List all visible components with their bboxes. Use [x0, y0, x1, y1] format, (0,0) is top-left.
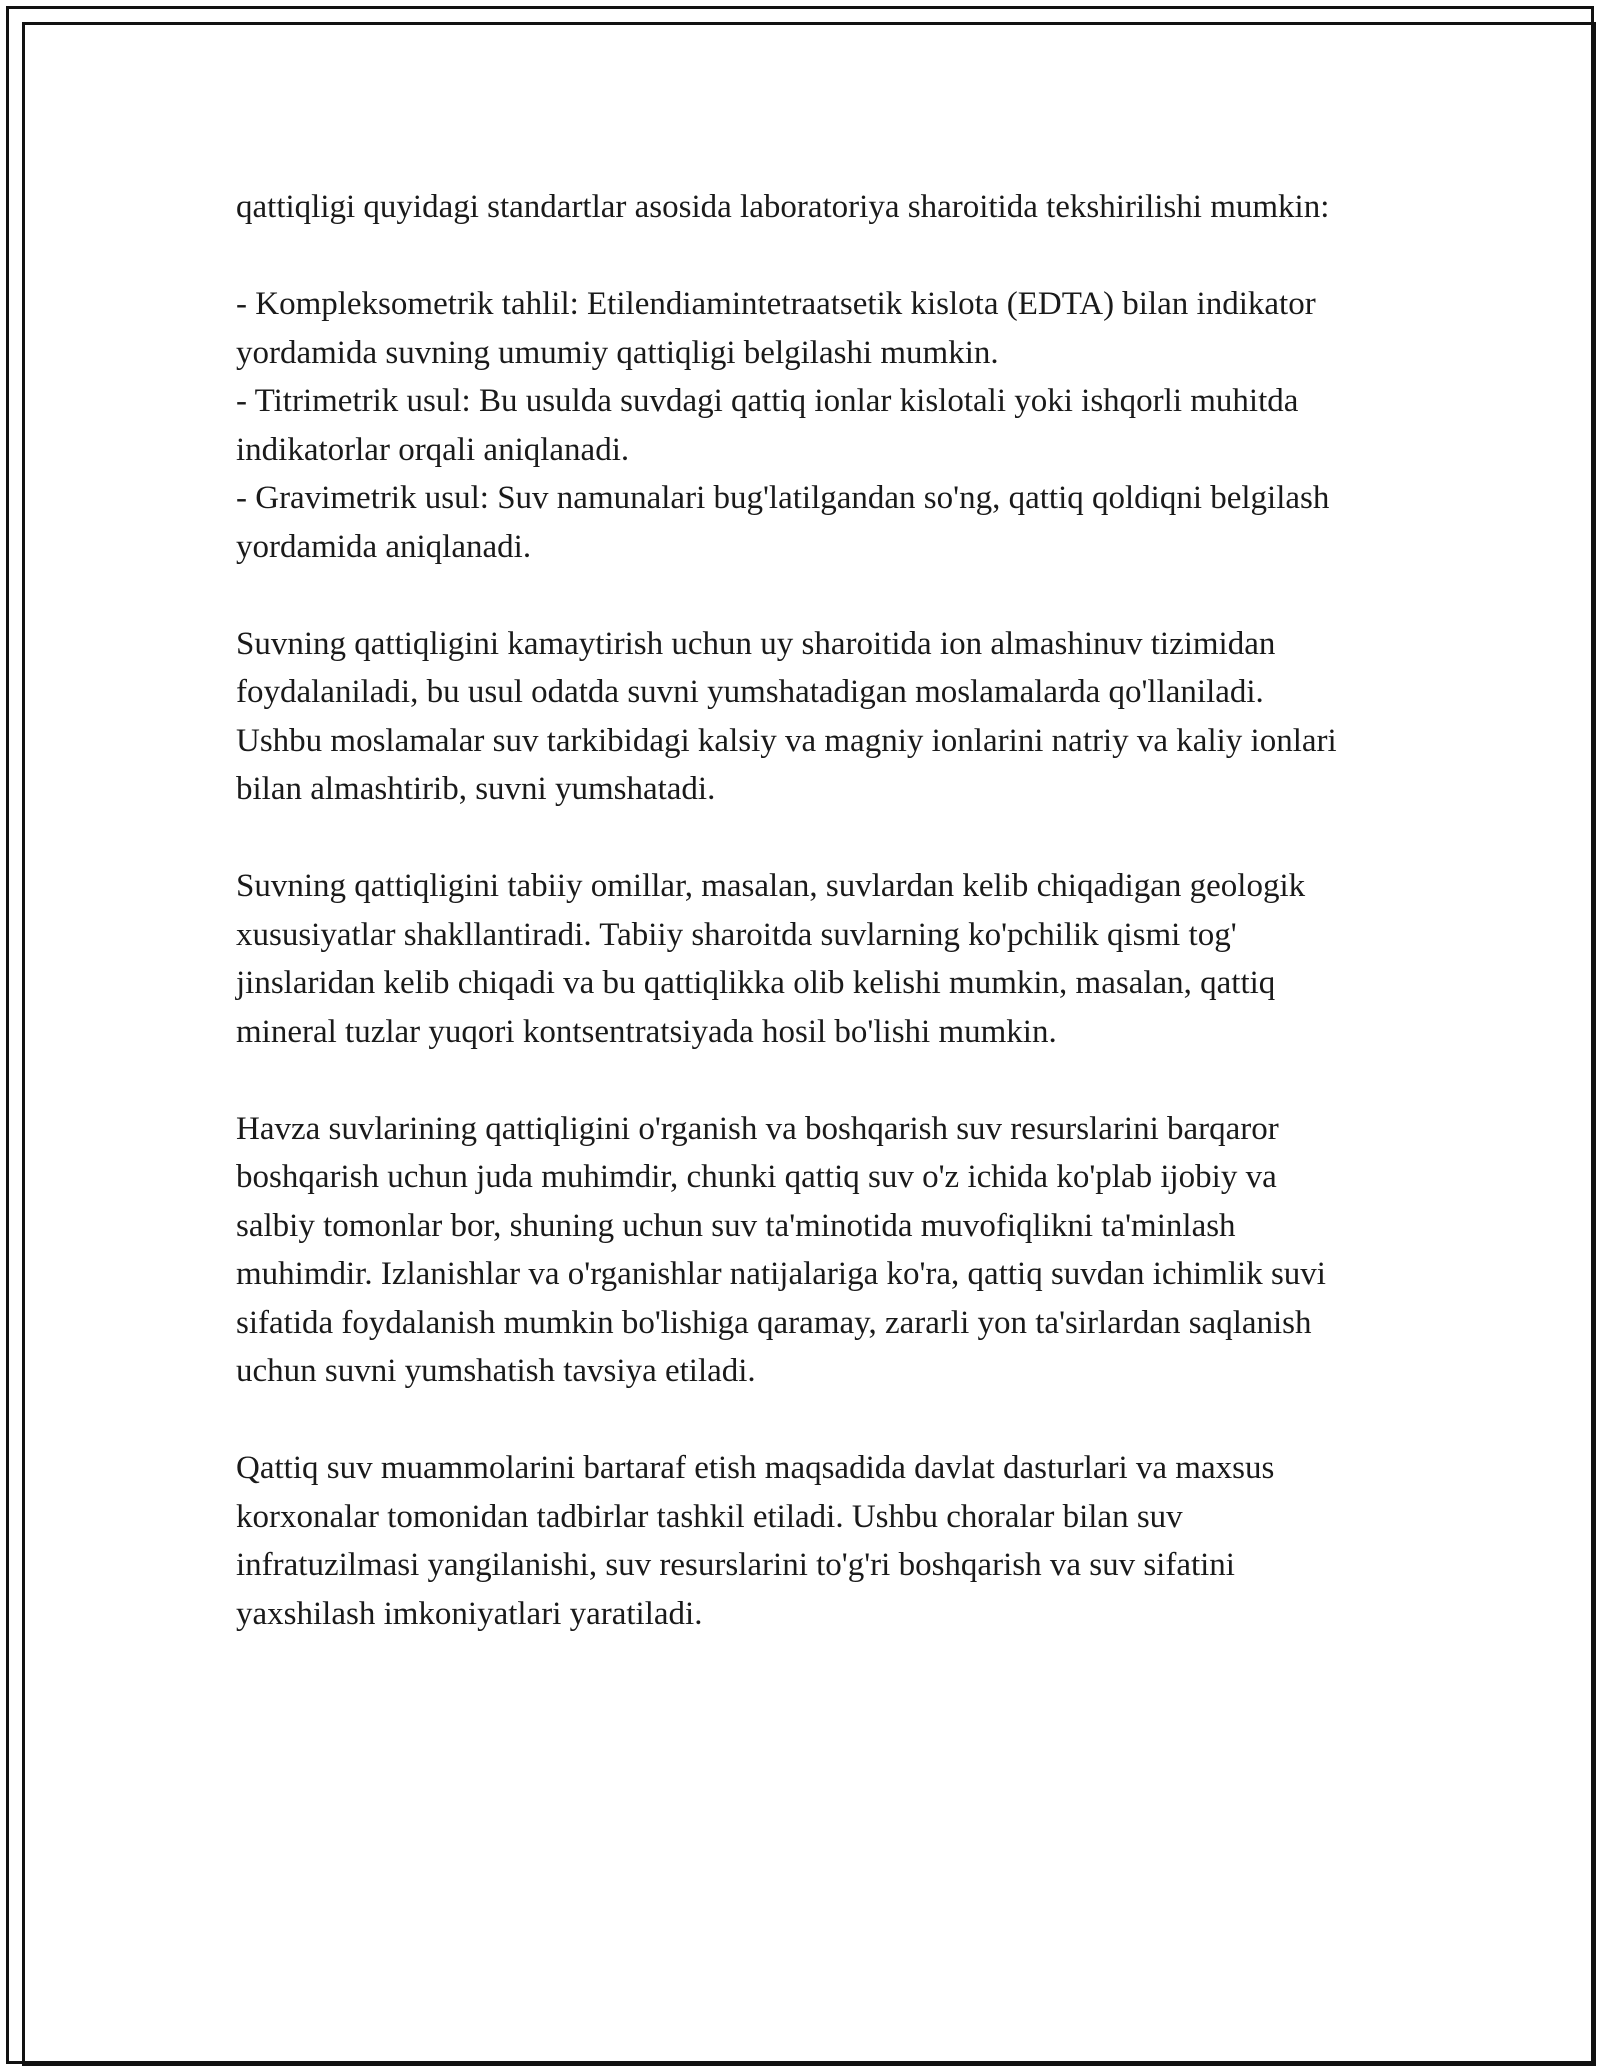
method-item-titrimetric: - Titrimetrik usul: Bu usulda suvdagi qattiq ionlar kislotali yoki ishqorli muhitda indikatorlar orqali aniqlanadi. [236, 383, 1299, 468]
method-item-complexometric: - Kompleksometrik tahlil: Etilendiamintetraatsetik kislota (EDTA) bilan indikator yordamida suvning umumiy qattiqligi belgilashi mumkin. [236, 286, 1316, 371]
methods-list [236, 280, 1356, 571]
intro-paragraph: qattiqligi quyidagi standartlar asosida laboratoriya sharoitida tekshirilishi mumkin: [236, 189, 1330, 225]
paragraph-natural-factors: Suvning qattiqligini tabiiy omillar, masalan, suvlardan kelib chiqadigan geologik xususiyatlar shakllantiradi. Tabiiy sharoitda suvlarning ko'pchilik qismi tog' jinslaridan kelib chiqadi va bu qattiqlikka olib kelishi mumkin, masalan, qattiq mineral tuzlar yuqori kontsentratsiyada hosil bo'lishi mumkin. [236, 868, 1306, 1050]
paragraph-state-programs: Qattiq suv muammolarini bartaraf etish maqsadida davlat dasturlari va maxsus korxonalar tomonidan tadbirlar tashkil etiladi. Ushbu choralar bilan suv infratuzilmasi yangilanishi, suv resurslarini to'g'ri boshqarish va suv sifatini yaxshilash imkoniyatlari yaratiladi. [236, 1450, 1275, 1632]
paragraph-ion-exchange: Suvning qattiqligini kamaytirish uchun uy sharoitida ion almashinuv tizimidan foydalaniladi, bu usul odatda suvni yumshatadigan moslamalarda qo'llaniladi. Ushbu moslamalar suv tarkibidagi kalsiy va magniy ionlarini natriy va kaliy ionlari bilan almashtirib, suvni yumshatadi. [236, 625, 1337, 807]
document-body [236, 183, 1356, 1638]
method-item-gravimetric: - Gravimetrik usul: Suv namunalari bug'latilgandan so'ng, qattiq qoldiqni belgilash yordamida aniqlanadi. [236, 480, 1330, 565]
paragraph-basin-waters: Havza suvlarining qattiqligini o'rganish va boshqarish suv resurslarini barqaror boshqarish uchun juda muhimdir, chunki qattiq suv o'z ichida ko'plab ijobiy va salbiy tomonlar bor, shuning uchun suv ta'minotida muvofiqlikni ta'minlash muhimdir. Izlanishlar va o'rganishlar natijalariga ko'ra, qattiq suvdan ichimlik suvi sifatida foydalanish mumkin bo'lishiga qaramay, zararli yon ta'sirlardan saqlanish uchun suvni yumshatish tavsiya etiladi. [236, 1110, 1326, 1389]
